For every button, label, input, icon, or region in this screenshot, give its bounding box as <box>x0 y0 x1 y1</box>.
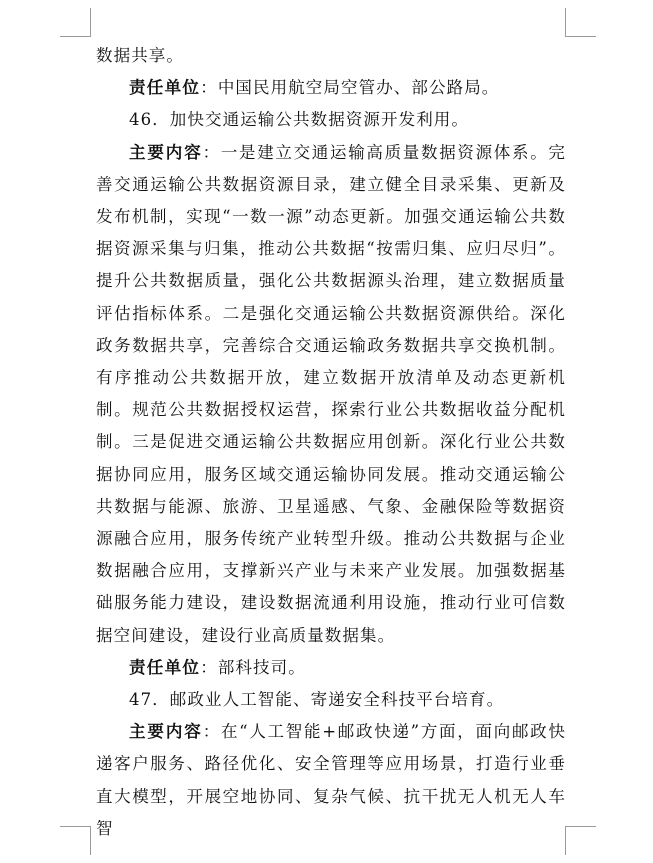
item46-content <box>96 137 566 652</box>
responsibility-text: 中国民用航空局空管办、部公路局。 <box>217 78 500 98</box>
label-separator: ： <box>202 722 221 742</box>
item45-responsibility <box>96 72 566 104</box>
document-body <box>96 40 566 845</box>
item47-heading: 47．邮政业人工智能、寄递安全科技平台培育。 <box>129 690 505 710</box>
responsibility-label: 责任单位 <box>129 657 201 677</box>
content-label: 主要内容 <box>129 722 203 742</box>
item46-responsibility <box>96 652 566 684</box>
label-separator: ： <box>202 142 221 162</box>
crop-mark-bottom-right <box>565 826 596 855</box>
label-separator: ： <box>200 78 218 98</box>
content-label: 主要内容 <box>129 142 203 162</box>
crop-mark-top-left <box>60 8 91 37</box>
responsibility-label: 责任单位 <box>129 78 201 98</box>
responsibility-text: 部科技司。 <box>217 657 306 677</box>
item47-content <box>96 716 566 845</box>
crop-mark-top-right <box>565 8 596 37</box>
content-text: 一是建立交通运输高质量数据资源体系。完善交通运输公共数据资源目录，建立健全目录采集、更新及发布机制，实现“一数一源”动态更新。加强交通运输公共数据资源采集与归集，推动公共数据“按需归集、应归尽归”。提升公共数据质量，强化公共数据源头治理，建立数据质量评估指标体系。二是强化交通运输公共数据资源供给。深化政务数据共享，完善综合交通运输政务数据共享交换机制。有序推动公共数据开放，建立数据开放清单及动态更新机制。规范公共数据授权运营，探索行业公共数据收益分配机制。三是促进交通运输公共数据应用创新。深化行业公共数据协同应用，服务区域交通运输协同发展。推动交通运输公共数据与能源、旅游、卫星遥感、气象、金融保险等数据资源融合应用，服务传统产业转型升级。推动公共数据与企业数据融合应用，支撑新兴产业与未来产业发展。加强数据基础服务能力建设，建设数据流通利用设施，推动行业可信数据空间建设，建设行业高质量数据集。 <box>96 142 566 645</box>
continued-paragraph: 数据共享。 <box>96 46 184 65</box>
crop-mark-bottom-left <box>60 826 91 855</box>
label-separator: ： <box>200 657 218 677</box>
content-text: 在“人工智能+邮政快递”方面，面向邮政快递客户服务、路径优化、安全管理等应用场景，打造行业垂直大模型，开展空地协同、复杂气候、抗干扰无人机无人车智 <box>96 722 566 838</box>
item46-heading: 46．加快交通运输公共数据资源开发利用。 <box>129 110 469 130</box>
